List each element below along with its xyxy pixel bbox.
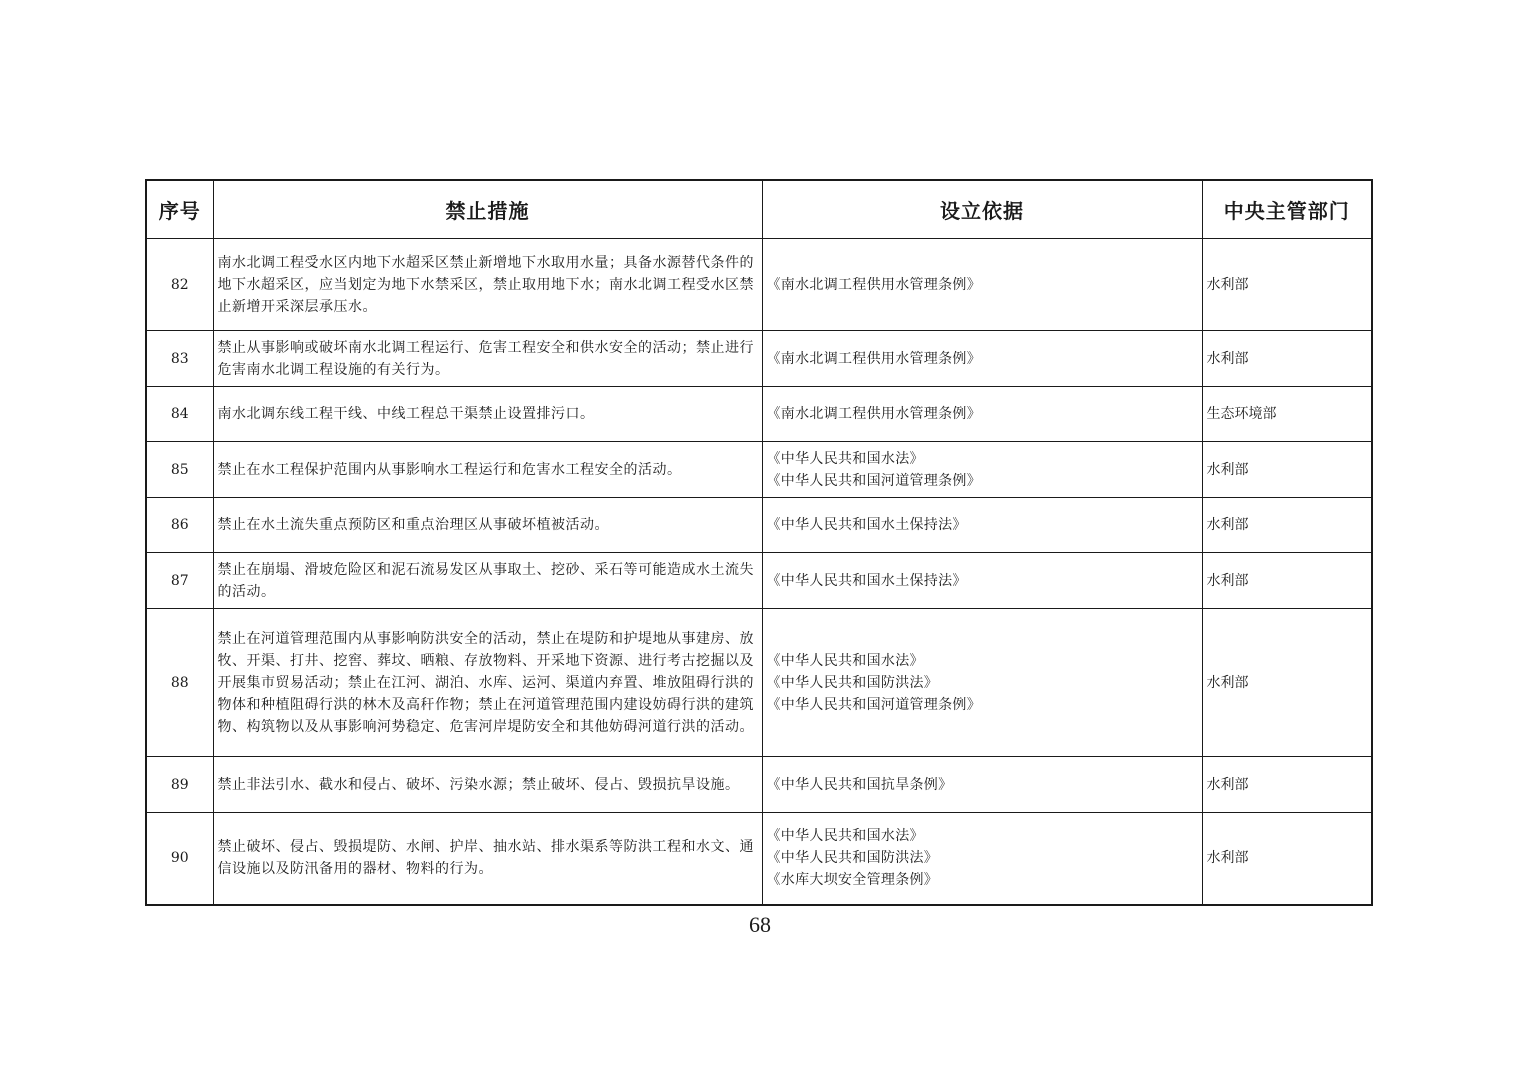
row-basis: 《中华人民共和国水土保持法》 [762,498,1202,553]
row-department: 水利部 [1202,609,1372,757]
table-row [146,239,1372,331]
row-number: 83 [146,331,213,387]
header-department: 中央主管部门 [1202,180,1372,239]
row-department: 水利部 [1202,813,1372,905]
row-measure: 禁止在河道管理范围内从事影响防洪安全的活动，禁止在堤防和护堤地从事建房、放牧、开渠、打井、挖窖、葬坟、晒粮、存放物料、开采地下资源、进行考古挖掘以及开展集市贸易活动；禁止在江河、湖泊、水库、运河、渠道内弃置、堆放阻碍行洪的物体和种植阻碍行洪的林木及高秆作物；禁止在河道管理范围内建设妨碍行洪的建筑物、构筑物以及从事影响河势稳定、危害河岸堤防安全和其他妨碍河道行洪的活动。 [213,609,762,757]
row-measure: 禁止非法引水、截水和侵占、破坏、污染水源；禁止破坏、侵占、毁损抗旱设施。 [213,757,762,813]
row-measure: 禁止在崩塌、滑坡危险区和泥石流易发区从事取土、挖砂、采石等可能造成水土流失的活动。 [213,553,762,609]
table-row [146,757,1372,813]
header-measure: 禁止措施 [213,180,762,239]
row-department: 水利部 [1202,757,1372,813]
table-header-row [146,180,1372,239]
row-basis: 《南水北调工程供用水管理条例》 [762,387,1202,442]
row-number: 87 [146,553,213,609]
row-number: 90 [146,813,213,905]
table-row [146,609,1372,757]
row-number: 82 [146,239,213,331]
table-row [146,387,1372,442]
table-row [146,442,1372,498]
row-department: 水利部 [1202,498,1372,553]
table-row [146,331,1372,387]
row-basis: 《南水北调工程供用水管理条例》 [762,239,1202,331]
page-number: 68 [749,912,771,937]
row-measure: 禁止从事影响或破坏南水北调工程运行、危害工程安全和供水安全的活动；禁止进行危害南水北调工程设施的有关行为。 [213,331,762,387]
row-number: 89 [146,757,213,813]
row-measure: 禁止在水土流失重点预防区和重点治理区从事破坏植被活动。 [213,498,762,553]
table-row [146,553,1372,609]
row-number: 86 [146,498,213,553]
row-department: 水利部 [1202,239,1372,331]
row-basis: 《中华人民共和国水土保持法》 [762,553,1202,609]
header-basis: 设立依据 [762,180,1202,239]
regulation-table [145,179,1373,906]
table-row [146,813,1372,905]
row-basis: 《中华人民共和国抗旱条例》 [762,757,1202,813]
row-basis: 《南水北调工程供用水管理条例》 [762,331,1202,387]
row-department: 水利部 [1202,331,1372,387]
row-department: 水利部 [1202,442,1372,498]
header-number: 序号 [146,180,213,239]
row-measure: 南水北调东线工程干线、中线工程总干渠禁止设置排污口。 [213,387,762,442]
row-basis: 《中华人民共和国水法》 《中华人民共和国防洪法》 《水库大坝安全管理条例》 [762,813,1202,905]
row-number: 84 [146,387,213,442]
row-measure: 禁止破坏、侵占、毁损堤防、水闸、护岸、抽水站、排水渠系等防洪工程和水文、通信设施以及防汛备用的器材、物料的行为。 [213,813,762,905]
row-measure: 南水北调工程受水区内地下水超采区禁止新增地下水取用水量；具备水源替代条件的地下水超采区，应当划定为地下水禁采区，禁止取用地下水；南水北调工程受水区禁止新增开采深层承压水。 [213,239,762,331]
row-number: 88 [146,609,213,757]
row-number: 85 [146,442,213,498]
row-basis: 《中华人民共和国水法》 《中华人民共和国防洪法》 《中华人民共和国河道管理条例》 [762,609,1202,757]
table-row [146,498,1372,553]
row-measure: 禁止在水工程保护范围内从事影响水工程运行和危害水工程安全的活动。 [213,442,762,498]
row-department: 水利部 [1202,553,1372,609]
row-basis: 《中华人民共和国水法》 《中华人民共和国河道管理条例》 [762,442,1202,498]
row-department: 生态环境部 [1202,387,1372,442]
